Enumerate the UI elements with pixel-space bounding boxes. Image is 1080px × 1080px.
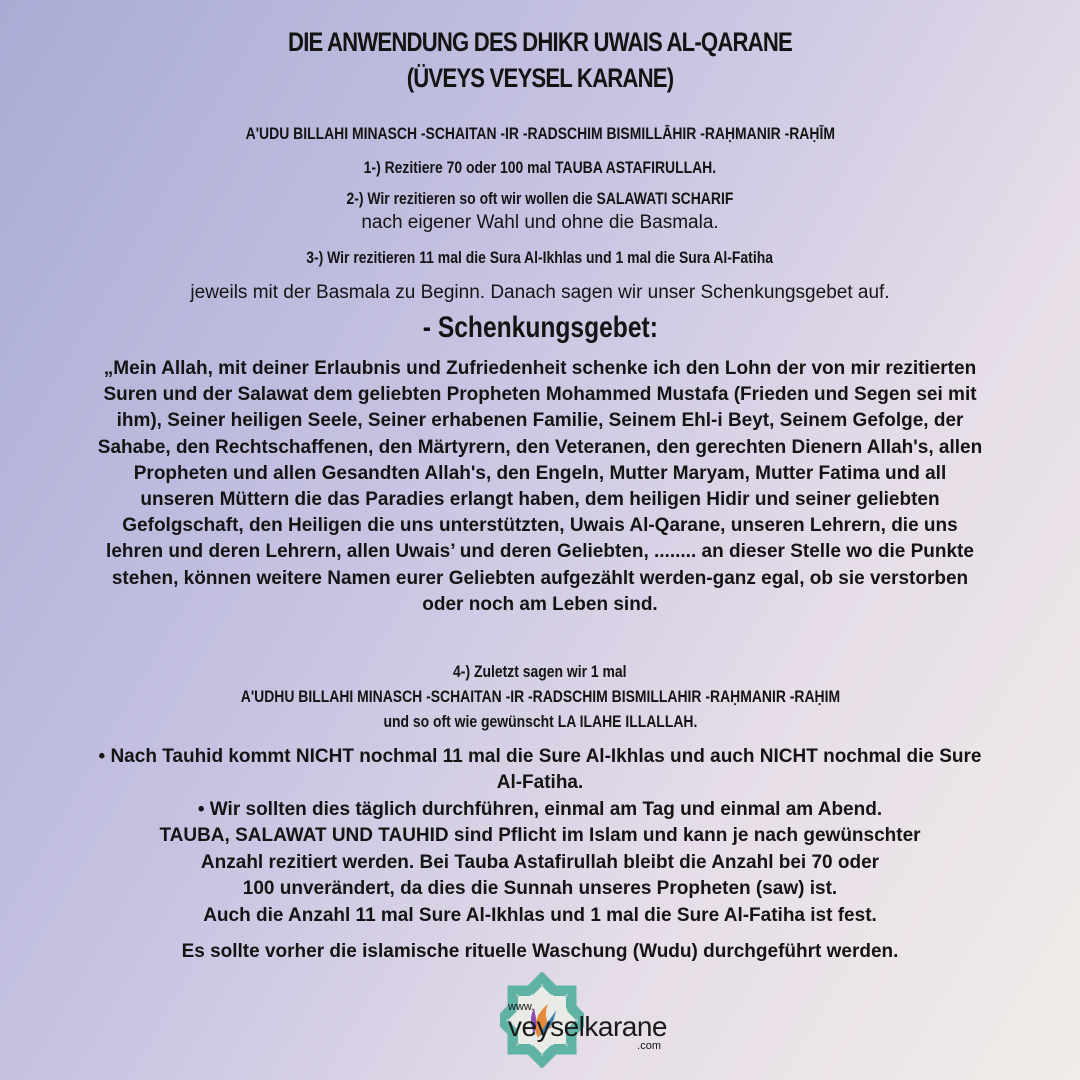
step-3-bold bbox=[0, 248, 1080, 268]
title-line-2: (ÜVEYS VEYSEL KARANE) bbox=[406, 63, 674, 93]
step-2-bold-text: 2-) Wir rezitieren so oft wir wollen die SALAWATI SCHARIF bbox=[346, 189, 734, 208]
logo-www: www. bbox=[508, 1001, 535, 1013]
logo-text bbox=[508, 1002, 667, 1052]
step-4-line-1-text: 4-) Zuletzt sagen wir 1 mal bbox=[453, 662, 627, 681]
note-2-line: TAUBA, SALAWAT UND TAUHID sind Pflicht im Islam und kann je nach gewünschter bbox=[159, 825, 921, 847]
step-4-line-3-text: und so oft wie gewünscht LA ILAHE ILLALLAH. bbox=[383, 712, 697, 731]
logo-name: veyselkarane bbox=[508, 1011, 667, 1042]
title-line-1: DIE ANWENDUNG DES DHIKR UWAIS AL-QARANE bbox=[288, 27, 792, 57]
step-3-bold-text: 3-) Wir rezitieren 11 mal die Sura Al-Ikhlas und 1 mal die Sura Al-Fatiha bbox=[306, 248, 774, 267]
wudu-note: Es sollte vorher die islamische rituelle Waschung (Wudu) durchgeführt werden. bbox=[181, 941, 899, 962]
note-2-line: 100 unverändert, da dies die Sunnah unseres Propheten (saw) ist. bbox=[242, 878, 838, 900]
step-4-line-1 bbox=[0, 662, 1080, 682]
step-4-line-2-text: A'UDHU BILLAHI MINASCH -SCHAITAN -IR -RADSCHIM BISMILLAHIR -RAḤMANIR -RAḤIM bbox=[240, 687, 840, 706]
section-heading bbox=[0, 311, 1080, 345]
intro-line bbox=[0, 124, 1080, 144]
prayer-paragraph: „Mein Allah, mit deiner Erlaubnis und Zufriedenheit schenke ich den Lohn der von mir rezitierten Suren und der Salawat dem geliebten Propheten Mohammed Mustafa (Frieden und Segen sei mit ihm), Seiner heiligen Seele, Seiner erhabenen Familie, Seinem Ehl-i Beyt, Seinem Gefolge, der Sahabe, den Rechtschaffenen, den Märtyrern, den Veteranen, den gerechten Dienern Allah's, allen Propheten und allen Gesandten Allah's, den Engeln, Mutter Maryam, Mutter Fatima und all unseren Müttern die das Paradies erlangt haben, dem heiligen Hidir und seiner geliebten Gefolgschaft, den Heiligen die uns unterstützten, Uwais Al-Qarane, unseren Lehrern, die uns lehren und deren Lehrern, allen Uwais’ und deren Geliebten, ........ an dieser Stelle wo die Punkte stehen, können weitere Namen eurer Geliebten aufgezählt werden-ganz egal, ob sie verstorben oder noch am Leben sind. bbox=[97, 358, 983, 615]
step-2-bold bbox=[0, 189, 1080, 209]
step-3-regular: jeweils mit der Basmala zu Beginn. Danach sagen wir unser Schenkungsgebet auf. bbox=[190, 282, 890, 303]
step-1-text: 1-) Rezitiere 70 oder 100 mal TAUBA ASTAFIRULLAH. bbox=[363, 158, 717, 177]
step-2-regular: nach eigener Wahl und ohne die Basmala. bbox=[361, 212, 719, 233]
step-4-line-3 bbox=[0, 712, 1080, 732]
page-title bbox=[0, 24, 1080, 96]
intro-text: A'UDU BILLAHI MINASCH -SCHAITAN -IR -RADSCHIM BISMILLĀHIR -RAḤMANIR -RAḤĪM bbox=[245, 124, 835, 143]
step-4-line-2 bbox=[0, 687, 1080, 707]
note-2-line: Auch die Anzahl 11 mal Sure Al-Ikhlas und 1 mal die Sure Al-Fatiha ist fest. bbox=[203, 904, 877, 926]
brand-logo bbox=[422, 972, 667, 1068]
note-2 bbox=[95, 797, 985, 929]
note-1: • Nach Tauhid kommt NICHT nochmal 11 mal die Sure Al-Ikhlas und auch NICHT nochmal die Sure Al-Fatiha. bbox=[98, 746, 982, 794]
note-2-line: Anzahl rezitiert werden. Bei Tauba Astafirullah bleibt die Anzahl bei 70 oder bbox=[200, 851, 880, 873]
logo-tld: .com bbox=[637, 1040, 661, 1052]
note-2-line: • Wir sollten dies täglich durchführen, einmal am Tag und einmal am Abend. bbox=[197, 799, 883, 820]
section-heading-text: - Schenkungsgebet: bbox=[422, 311, 658, 344]
step-1 bbox=[0, 158, 1080, 178]
